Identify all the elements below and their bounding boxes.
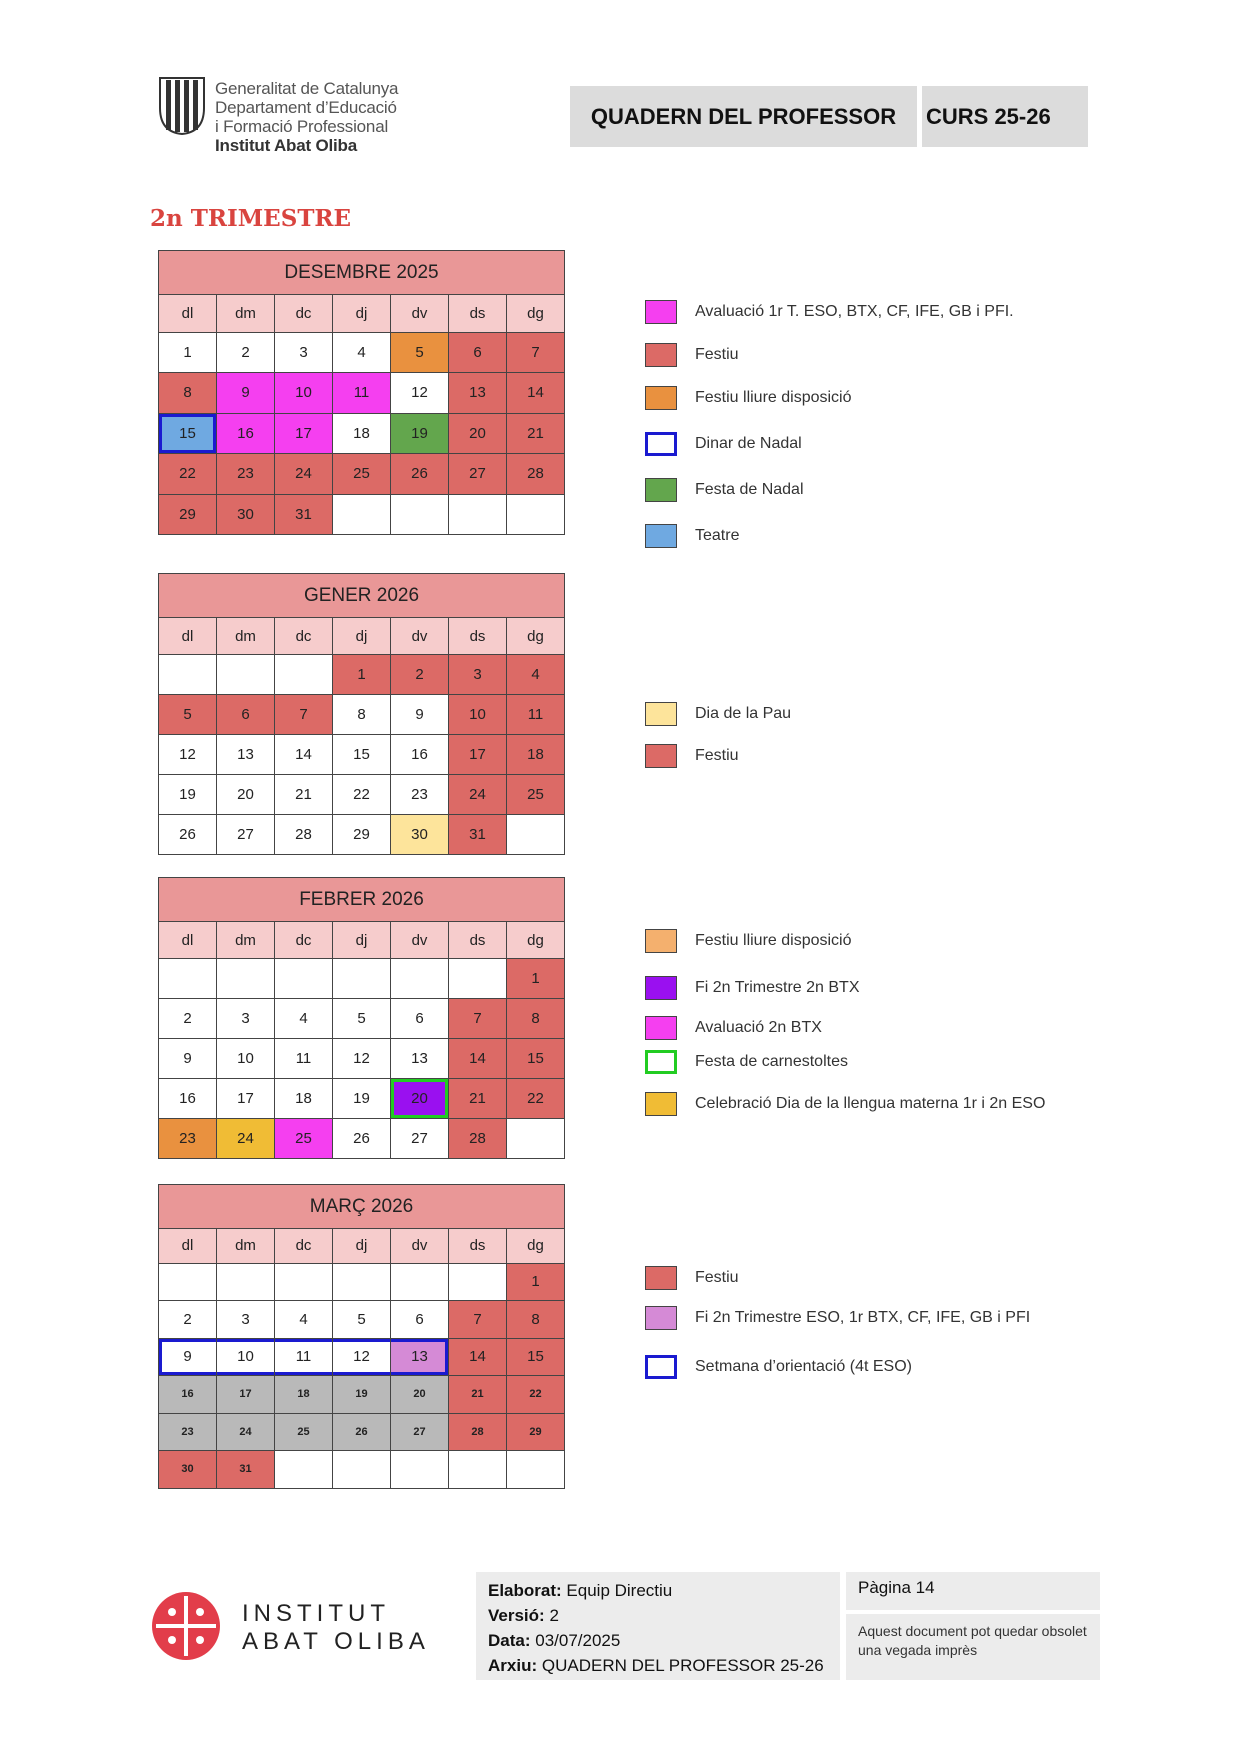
calendar-day: 24 (217, 1414, 275, 1452)
legend-item (645, 1050, 848, 1074)
calendar-empty-cell (333, 1264, 391, 1302)
calendar-day: 18 (507, 735, 565, 775)
calendar-day: 9 (391, 695, 449, 735)
weekday-header: dv (391, 1229, 449, 1264)
calendar-day: 21 (449, 1079, 507, 1119)
weekday-header: dc (275, 618, 333, 655)
legend-swatch (645, 1355, 677, 1379)
weekday-header: dg (507, 618, 565, 655)
calendar-day: 25 (507, 775, 565, 815)
calendar-day: 28 (275, 815, 333, 855)
calendar-december (158, 250, 565, 535)
legend-item (645, 929, 852, 953)
abat-oliba-emblem-icon (150, 1590, 222, 1662)
calendar-day: 8 (159, 373, 217, 414)
weekday-header: dv (391, 922, 449, 959)
calendar-day: 31 (449, 815, 507, 855)
calendar-day: 18 (333, 414, 391, 455)
elaborat-label: Elaborat: (488, 1581, 562, 1600)
calendar-day: 12 (159, 735, 217, 775)
legend-item (645, 478, 804, 502)
calendar-day: 13 (391, 1039, 449, 1079)
calendar-day: 21 (275, 775, 333, 815)
weekday-header: dc (275, 295, 333, 333)
calendar-day: 5 (391, 333, 449, 374)
gen-line-2: Departament d’Educació (215, 98, 397, 117)
calendar-day: 26 (391, 454, 449, 495)
calendar-day: 4 (507, 655, 565, 695)
calendar-day: 13 (391, 1339, 449, 1377)
institut-abat-oliba-logo (150, 1590, 430, 1666)
weekday-header: dm (217, 618, 275, 655)
weekday-header: ds (449, 922, 507, 959)
calendar-day: 2 (159, 1301, 217, 1339)
calendar-day: 4 (275, 999, 333, 1039)
gen-line-1: Generalitat de Catalunya (215, 79, 399, 98)
calendar-empty-cell (275, 959, 333, 999)
calendar-day: 3 (217, 999, 275, 1039)
calendar-day: 1 (507, 1264, 565, 1302)
legend-swatch (645, 386, 677, 410)
calendar-empty-cell (391, 495, 449, 536)
calendar-empty-cell (159, 655, 217, 695)
calendar-day: 14 (449, 1039, 507, 1079)
legend-label: Fi 2n Trimestre ESO, 1r BTX, CF, IFE, GB i PFI (695, 1309, 1031, 1326)
versio-label: Versió: (488, 1606, 545, 1625)
legend-label: Festiu lliure disposició (695, 932, 852, 949)
footer-logo-line-1: INSTITUT (242, 1600, 390, 1627)
calendar-day: 12 (333, 1339, 391, 1377)
calendar-day: 8 (507, 999, 565, 1039)
calendar-empty-cell (391, 959, 449, 999)
weekday-header: dg (507, 295, 565, 333)
calendar-title: GENER 2026 (158, 573, 565, 617)
legend-label: Celebració Dia de la llengua materna 1r i 2n ESO (695, 1095, 1046, 1112)
institute-name: Institut Abat Oliba (215, 136, 357, 155)
calendar-empty-cell (449, 1451, 507, 1489)
weekday-header: dm (217, 922, 275, 959)
calendar-empty-cell (449, 1264, 507, 1302)
legend-swatch (645, 300, 677, 324)
weekday-header: dj (333, 922, 391, 959)
calendar-day: 6 (391, 1301, 449, 1339)
legend-swatch (645, 1016, 677, 1040)
data-value: 03/07/2025 (535, 1631, 621, 1650)
calendar-day: 31 (275, 495, 333, 536)
calendar-day: 10 (449, 695, 507, 735)
calendar-day: 6 (217, 695, 275, 735)
calendar-day: 7 (507, 333, 565, 374)
calendar-empty-cell (507, 1119, 565, 1159)
legend-item (645, 1016, 822, 1040)
weekday-header: dj (333, 1229, 391, 1264)
legend-label: Festiu (695, 747, 739, 764)
calendar-day: 19 (391, 414, 449, 455)
calendar-day: 16 (217, 414, 275, 455)
weekday-header: dc (275, 1229, 333, 1264)
calendar-day: 2 (217, 333, 275, 374)
calendar-day: 22 (507, 1376, 565, 1414)
calendar-day: 10 (275, 373, 333, 414)
weekday-header: dj (333, 295, 391, 333)
calendar-day: 13 (449, 373, 507, 414)
calendar-day: 5 (333, 999, 391, 1039)
legend-item (645, 386, 852, 410)
arxiu-value: QUADERN DEL PROFESSOR 25-26 (541, 1656, 824, 1675)
calendar-empty-cell (333, 959, 391, 999)
legend-swatch (645, 524, 677, 548)
calendar-day: 28 (449, 1119, 507, 1159)
legend-item (645, 343, 739, 367)
calendar-day: 15 (507, 1339, 565, 1377)
calendar-day: 28 (449, 1414, 507, 1452)
calendar-day: 27 (217, 815, 275, 855)
calendar-day: 20 (449, 414, 507, 455)
generalitat-emblem-icon (158, 76, 206, 136)
weekday-header: dj (333, 618, 391, 655)
legend-swatch (645, 432, 677, 456)
calendar-day: 7 (449, 999, 507, 1039)
legend-label: Dia de la Pau (695, 705, 792, 722)
calendar-day: 10 (217, 1039, 275, 1079)
calendar-day: 8 (507, 1301, 565, 1339)
calendar-day: 17 (217, 1079, 275, 1119)
calendar-day: 29 (333, 815, 391, 855)
calendar-empty-cell (449, 495, 507, 536)
calendar-day: 7 (275, 695, 333, 735)
calendar-day: 20 (391, 1079, 449, 1119)
calendar-empty-cell (507, 815, 565, 855)
calendar-day: 11 (333, 373, 391, 414)
calendar-empty-cell (391, 1264, 449, 1302)
legend-label: Teatre (695, 527, 740, 544)
legend-item (645, 432, 802, 456)
weekday-header: dl (159, 618, 217, 655)
calendar-day: 23 (217, 454, 275, 495)
legend-item (645, 524, 739, 548)
calendar-empty-cell (333, 1451, 391, 1489)
calendar-day: 1 (333, 655, 391, 695)
calendar-day: 31 (217, 1451, 275, 1489)
arxiu-label: Arxiu: (488, 1656, 538, 1675)
page-number: Pàgina 14 (846, 1572, 1100, 1610)
calendar-day: 18 (275, 1376, 333, 1414)
legend-label: Festa de Nadal (695, 481, 804, 498)
gen-line-3: i Formació Professional (215, 117, 389, 136)
calendar-day: 25 (333, 454, 391, 495)
legend-item (645, 1355, 912, 1379)
weekday-header: dm (217, 295, 275, 333)
calendar-day: 30 (217, 495, 275, 536)
weekday-header: ds (449, 1229, 507, 1264)
elaborat-value: Equip Directiu (566, 1581, 673, 1600)
calendar-grid (158, 617, 565, 855)
calendar-day: 12 (333, 1039, 391, 1079)
calendar-day: 17 (275, 414, 333, 455)
calendar-empty-cell (507, 495, 565, 536)
calendar-day: 6 (449, 333, 507, 374)
legend-label: Avaluació 2n BTX (695, 1019, 822, 1036)
calendar-empty-cell (159, 959, 217, 999)
calendar-day: 15 (507, 1039, 565, 1079)
legend-item (645, 702, 791, 726)
calendar-grid (158, 294, 565, 535)
calendar-day: 11 (275, 1339, 333, 1377)
calendar-day: 16 (159, 1079, 217, 1119)
calendar-day: 17 (449, 735, 507, 775)
legend-label: Festiu (695, 346, 739, 363)
weekday-header: dg (507, 922, 565, 959)
calendar-empty-cell (159, 1264, 217, 1302)
calendar-day: 3 (275, 333, 333, 374)
legend-item (645, 1266, 739, 1290)
legend-label: Festiu (695, 1269, 739, 1286)
calendar-empty-cell (507, 1451, 565, 1489)
calendar-day: 9 (217, 373, 275, 414)
calendar-day: 8 (333, 695, 391, 735)
legend-swatch (645, 976, 677, 1000)
calendar-empty-cell (391, 1451, 449, 1489)
calendar-empty-cell (217, 959, 275, 999)
calendar-day: 7 (449, 1301, 507, 1339)
weekday-header: dg (507, 1229, 565, 1264)
legend-swatch (645, 343, 677, 367)
legend-swatch (645, 929, 677, 953)
weekday-header: dl (159, 295, 217, 333)
calendar-day: 2 (391, 655, 449, 695)
calendar-day: 3 (217, 1301, 275, 1339)
calendar-day: 26 (159, 815, 217, 855)
calendar-day: 18 (275, 1079, 333, 1119)
calendar-day: 1 (507, 959, 565, 999)
calendar-day: 27 (449, 454, 507, 495)
legend-swatch (645, 1050, 677, 1074)
legend-label: Fi 2n Trimestre 2n BTX (695, 979, 860, 996)
legend-item (645, 300, 1014, 324)
calendar-day: 1 (159, 333, 217, 374)
weekday-header: dv (391, 618, 449, 655)
legend-item (645, 976, 860, 1000)
calendar-day: 13 (217, 735, 275, 775)
calendar-day: 19 (333, 1376, 391, 1414)
calendar-day: 12 (391, 373, 449, 414)
calendar-february (158, 877, 565, 1159)
calendar-title: FEBRER 2026 (158, 877, 565, 921)
calendar-day: 23 (159, 1414, 217, 1452)
calendar-day: 14 (507, 373, 565, 414)
calendar-day: 6 (391, 999, 449, 1039)
calendar-day: 11 (275, 1039, 333, 1079)
calendar-day: 3 (449, 655, 507, 695)
calendar-day: 16 (159, 1376, 217, 1414)
calendar-day: 23 (159, 1119, 217, 1159)
calendar-day: 27 (391, 1414, 449, 1452)
legend-label: Festa de carnestoltes (695, 1053, 848, 1070)
calendar-empty-cell (275, 655, 333, 695)
generalitat-logo (158, 76, 448, 158)
calendar-day: 27 (391, 1119, 449, 1159)
calendar-day: 9 (159, 1039, 217, 1079)
calendar-day: 25 (275, 1414, 333, 1452)
legend-item (645, 1092, 1045, 1116)
calendar-grid (158, 1228, 565, 1489)
calendar-march (158, 1184, 565, 1489)
calendar-day: 20 (217, 775, 275, 815)
calendar-day: 10 (217, 1339, 275, 1377)
legend-swatch (645, 702, 677, 726)
weekday-header: dc (275, 922, 333, 959)
legend-label: Avaluació 1r T. ESO, BTX, CF, IFE, GB i PFI. (695, 303, 1014, 320)
legend-swatch (645, 1092, 677, 1116)
weekday-header: dv (391, 295, 449, 333)
calendar-january (158, 573, 565, 855)
calendar-day: 4 (275, 1301, 333, 1339)
document-info-box (476, 1572, 840, 1680)
calendar-day: 19 (159, 775, 217, 815)
versio-value: 2 (549, 1606, 559, 1625)
calendar-day: 21 (449, 1376, 507, 1414)
calendar-day: 30 (159, 1451, 217, 1489)
legend-label: Dinar de Nadal (695, 435, 802, 452)
calendar-day: 26 (333, 1119, 391, 1159)
legend-swatch (645, 478, 677, 502)
calendar-day: 14 (449, 1339, 507, 1377)
calendar-day: 14 (275, 735, 333, 775)
document-title: QUADERN DEL PROFESSOR (570, 86, 917, 147)
calendar-title: MARÇ 2026 (158, 1184, 565, 1228)
calendar-day: 15 (333, 735, 391, 775)
calendar-day: 5 (333, 1301, 391, 1339)
footer-logo-line-2: ABAT OLIBA (242, 1628, 430, 1655)
legend-label: Setmana d’orientació (4t ESO) (695, 1358, 912, 1375)
calendar-day: 23 (391, 775, 449, 815)
calendar-grid (158, 921, 565, 1159)
legend-item (645, 1306, 1030, 1330)
calendar-day: 30 (391, 815, 449, 855)
calendar-day: 9 (159, 1339, 217, 1377)
calendar-day: 28 (507, 454, 565, 495)
calendar-empty-cell (449, 959, 507, 999)
calendar-day: 11 (507, 695, 565, 735)
data-label: Data: (488, 1631, 531, 1650)
calendar-day: 24 (449, 775, 507, 815)
obsolete-note: Aquest document pot quedar obsolet una vegada imprès (846, 1614, 1100, 1680)
weekday-header: ds (449, 618, 507, 655)
calendar-empty-cell (217, 655, 275, 695)
weekday-header: dm (217, 1229, 275, 1264)
legend-item (645, 744, 739, 768)
calendar-day: 17 (217, 1376, 275, 1414)
legend-swatch (645, 1266, 677, 1290)
calendar-empty-cell (333, 495, 391, 536)
legend-swatch (645, 744, 677, 768)
weekday-header: ds (449, 295, 507, 333)
section-title: 2n TRIMESTRE (150, 205, 352, 232)
calendar-day: 22 (507, 1079, 565, 1119)
calendar-day: 22 (159, 454, 217, 495)
calendar-day: 29 (507, 1414, 565, 1452)
calendar-day: 20 (391, 1376, 449, 1414)
calendar-day: 15 (159, 414, 217, 455)
calendar-day: 24 (217, 1119, 275, 1159)
calendar-day: 26 (333, 1414, 391, 1452)
weekday-header: dl (159, 1229, 217, 1264)
calendar-day: 2 (159, 999, 217, 1039)
calendar-day: 29 (159, 495, 217, 536)
calendar-day: 4 (333, 333, 391, 374)
calendar-day: 22 (333, 775, 391, 815)
calendar-day: 5 (159, 695, 217, 735)
calendar-day: 16 (391, 735, 449, 775)
weekday-header: dl (159, 922, 217, 959)
calendar-empty-cell (275, 1264, 333, 1302)
calendar-empty-cell (217, 1264, 275, 1302)
calendar-day: 25 (275, 1119, 333, 1159)
calendar-title: DESEMBRE 2025 (158, 250, 565, 294)
calendar-day: 24 (275, 454, 333, 495)
calendar-day: 21 (507, 414, 565, 455)
course-label: CURS 25-26 (922, 86, 1088, 147)
calendar-day: 19 (333, 1079, 391, 1119)
calendar-empty-cell (275, 1451, 333, 1489)
legend-swatch (645, 1306, 677, 1330)
legend-label: Festiu lliure disposició (695, 389, 852, 406)
